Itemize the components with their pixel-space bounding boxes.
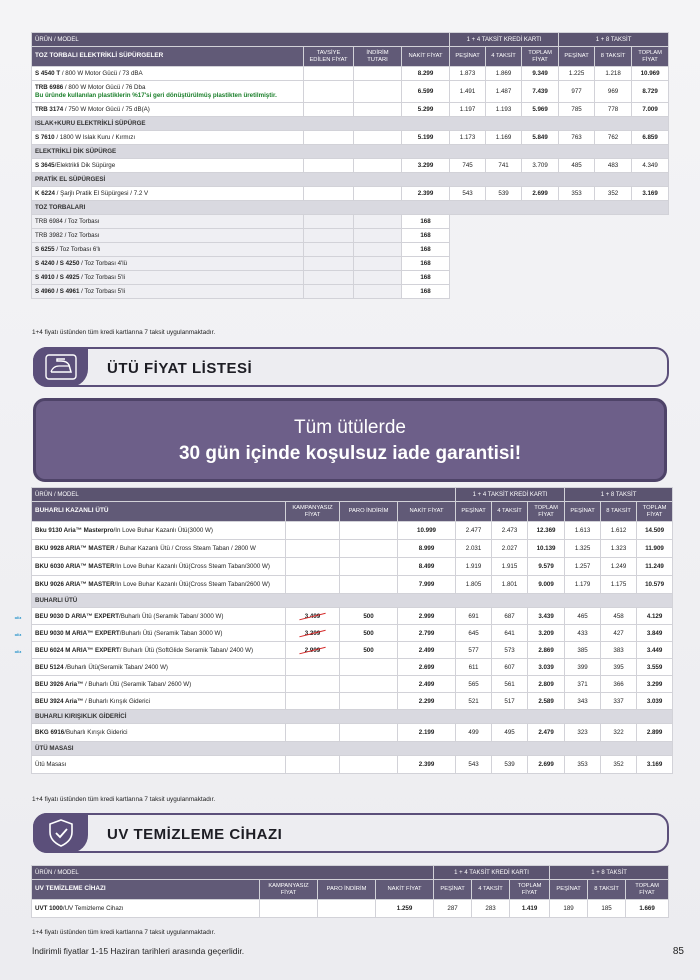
product-code: BEU 3924 Aria™ [35, 697, 84, 705]
toplam8-value: 7.009 [632, 103, 669, 117]
product-code: TRB 3174 [35, 106, 64, 113]
product-code: BEU 6024 M ARIA™ EXPERT [35, 646, 120, 654]
taksit8-value: 383 [601, 642, 637, 659]
iron-icon [33, 347, 88, 387]
pesinat8-value: 323 [565, 724, 601, 742]
table-row [32, 159, 669, 173]
taksit8-value: 1.175 [601, 576, 637, 594]
pesinat-value: 611 [456, 659, 492, 676]
product-desc: /In Love Buhar Kazanlı Ütü(3000 W) [113, 527, 213, 534]
nakit-price: 2.499 [398, 642, 456, 659]
pesinat-value: 1.919 [456, 558, 492, 576]
paro-discount: 500 [340, 608, 398, 625]
table-row [32, 522, 673, 540]
banner-line-2: 30 gün içinde koşulsuz iade garantisi! [178, 443, 522, 464]
toplam-value: 3.039 [528, 659, 565, 676]
taksit-value: 561 [492, 676, 528, 693]
taksit8-value: 762 [595, 131, 632, 145]
taksit8-value: 969 [595, 81, 632, 103]
product-code: S 4960 / S 4961 [35, 288, 80, 295]
pesinat8-value: 1.613 [565, 522, 601, 540]
col-8-taksit: 8 TAKSİT [595, 47, 632, 67]
category-title: BUHARLI KAZANLI ÜTÜ [32, 502, 286, 522]
taksit8-value: 185 [588, 900, 626, 918]
product-desc: / 800 W Motor Gücü / 76 Dba [63, 84, 146, 91]
oliz-badge-text: oliz [14, 649, 22, 654]
toplam8-value: 6.859 [632, 131, 669, 145]
table-row [32, 576, 673, 594]
taksit-value: 1.487 [486, 81, 522, 103]
taksit-value: 607 [492, 659, 528, 676]
oliz-badge-text: oliz [14, 632, 22, 637]
product-code: BEU 9030 D ARIA™ EXPERT [35, 612, 120, 620]
col-8-taksit: 8 TAKSİT [601, 502, 637, 522]
shield-check-icon [33, 813, 88, 853]
taksit-value: 641 [492, 625, 528, 642]
toplam-value: 2.589 [528, 693, 565, 710]
taksit8-value: 366 [601, 676, 637, 693]
nakit-price: 168 [402, 271, 450, 285]
section-heading: ELEKTRİKLİ DİK SÜPÜRGE [32, 145, 669, 159]
taksit8-value: 1.323 [601, 540, 637, 558]
pesinat8-value: 1.225 [559, 67, 595, 81]
toplam-value: 2.699 [528, 756, 565, 774]
toplam-value: 2.869 [528, 642, 565, 659]
taksit-value: 1.915 [492, 558, 528, 576]
pesinat8-value: 977 [559, 81, 595, 103]
pesinat-value: 645 [456, 625, 492, 642]
uv-section-header [33, 813, 669, 853]
toplam-value: 2.809 [528, 676, 565, 693]
section-title: ÜTÜ FİYAT LİSTESİ [107, 360, 253, 377]
product-code: S 4910 / S 4925 [35, 274, 80, 281]
table-row [32, 187, 669, 201]
pesinat-value: 521 [456, 693, 492, 710]
toplam-value: 9.349 [522, 67, 559, 81]
product-code: BKU 6030 ARIA™ MASTER [35, 563, 115, 570]
taksit-value: 1.193 [486, 103, 522, 117]
product-desc: / Toz Torbası 4'lü [79, 260, 128, 267]
nakit-price: 2.399 [402, 187, 450, 201]
product-desc: /UV Temizleme Cihazı [62, 905, 124, 912]
nakit-price: 2.999 [398, 608, 456, 625]
toplam8-value: 8.729 [632, 81, 669, 103]
table-row [32, 608, 673, 625]
table-row [32, 540, 673, 558]
toplam-value: 9.579 [528, 558, 565, 576]
oliz-badge [10, 614, 26, 621]
product-desc: / Buhar Kazanlı Ütü / Cross Steam Taban / 2800 W [114, 545, 256, 552]
toplam8-value: 11.249 [637, 558, 673, 576]
col-tavsiye: TAVSİYE EDİLEN FİYAT [304, 47, 354, 67]
toplam8-value: 3.169 [637, 756, 673, 774]
pesinat-value: 1.491 [450, 81, 486, 103]
col-toplam: TOPLAM FİYAT [522, 47, 559, 67]
bag-row [32, 271, 669, 285]
product-desc: / Toz Torbası 5'li [79, 274, 126, 281]
table-row [32, 900, 669, 918]
pesinat-value: 1.173 [450, 131, 486, 145]
col-indirim: İNDİRİM TUTARI [354, 47, 402, 67]
taksit-value: 539 [486, 187, 522, 201]
taksit8-value: 778 [595, 103, 632, 117]
pesinat8-value: 343 [565, 693, 601, 710]
pesinat-value: 543 [450, 187, 486, 201]
taksit8-value: 458 [601, 608, 637, 625]
vacuum-price-table [31, 32, 669, 299]
taksit-value: 2.473 [492, 522, 528, 540]
section-heading: PRATİK EL SÜPÜRGESİ [32, 173, 669, 187]
toplam8-value: 4.129 [637, 608, 673, 625]
toplam-value: 10.139 [528, 540, 565, 558]
product-desc: / 800 W Motor Gücü / 73 dBA [60, 70, 143, 77]
nakit-price: 2.399 [398, 756, 456, 774]
pesinat-value: 745 [450, 159, 486, 173]
product-desc: / Buharlı Ütü (Seramik Taban/ 2600 W) [83, 680, 192, 688]
bag-row [32, 243, 669, 257]
product-desc: / 750 W Motor Gücü / 75 dB(A) [63, 106, 150, 113]
product-desc: /In Love Buhar Kazanlı Ütü(Cross Steam Taban/2600 W) [114, 581, 270, 588]
col-toplam: TOPLAM FİYAT [510, 880, 550, 900]
product-code: S 7610 [35, 134, 55, 141]
product-desc: / Buharlı Ütü (SoftGlide Seramik Taban/ 2400 W) [119, 646, 254, 654]
product-desc: / Toz Torbası 6'lı [54, 246, 101, 253]
table-row [32, 81, 669, 103]
product-code: S 4540 T [35, 70, 61, 77]
product-code: BEU 3926 Aria™ [35, 680, 84, 688]
taksit-value: 573 [492, 642, 528, 659]
bag-row [32, 229, 669, 243]
toplam8-value: 4.349 [632, 159, 669, 173]
installment-footnote: 1+4 fiyatı üstünden tüm kredi kartlarına 7 taksit uygulanmaktadır. [32, 929, 216, 936]
nakit-price: 8.499 [398, 558, 456, 576]
nakit-price: 2.799 [398, 625, 456, 642]
taksit-value: 1.869 [486, 67, 522, 81]
pesinat8-value: 1.325 [565, 540, 601, 558]
toplam8-value: 3.449 [637, 642, 673, 659]
toplam8-value: 14.509 [637, 522, 673, 540]
product-model-header: ÜRÜN / MODEL [32, 488, 456, 502]
col-8-taksit: 8 TAKSİT [588, 880, 626, 900]
nakit-price: 168 [402, 215, 450, 229]
return-guarantee-banner [33, 398, 667, 482]
nakit-price: 10.999 [398, 522, 456, 540]
pesinat8-value: 465 [565, 608, 601, 625]
pesinat8-value: 433 [565, 625, 601, 642]
col-toplam: TOPLAM FİYAT [528, 502, 565, 522]
toplam-value: 3.209 [528, 625, 565, 642]
table-row [32, 67, 669, 81]
installment-footnote: 1+4 fiyatı üstünden tüm kredi kartlarına 7 taksit uygulanmaktadır. [32, 329, 216, 336]
taksit-value: 283 [472, 900, 510, 918]
pesinat8-value: 353 [559, 187, 595, 201]
col-nakit: NAKİT FİYAT [398, 502, 456, 522]
category-title: TOZ TORBALI ELEKTRİKLİ SÜPÜRGELER [32, 47, 304, 67]
toplam8-value: 11.909 [637, 540, 673, 558]
taksit-value: 687 [492, 608, 528, 625]
col-pesinat: PEŞİNAT [456, 502, 492, 522]
pesinat-value: 565 [456, 676, 492, 693]
pesinat-value: 577 [456, 642, 492, 659]
group-header-1plus8: 1 + 8 TAKSİT [565, 488, 673, 502]
nakit-price: 168 [402, 229, 450, 243]
col-pesinat-8: PEŞİNAT [559, 47, 595, 67]
toplam-value: 7.439 [522, 81, 559, 103]
pesinat8-value: 385 [565, 642, 601, 659]
product-desc: / Toz Torbası [62, 218, 100, 225]
taksit-value: 1.169 [486, 131, 522, 145]
toplam8-value: 3.039 [637, 693, 673, 710]
banner-line-1: Tüm ütülerde [294, 417, 406, 438]
product-code: S 3645 [35, 162, 55, 169]
validity-footer: İndirimli fiyatlar 1-15 Haziran tarihleri arasında geçerlidir. [32, 946, 245, 956]
pesinat8-value: 485 [559, 159, 595, 173]
table-row [32, 659, 673, 676]
paro-discount: 500 [340, 642, 398, 659]
pesinat-value: 543 [456, 756, 492, 774]
section-heading: BUHARLI ÜTÜ [32, 594, 673, 608]
taksit8-value: 395 [601, 659, 637, 676]
pesinat-value: 499 [456, 724, 492, 742]
product-code: BKU 9026 ARIA™ MASTER [35, 581, 115, 588]
nakit-price: 2.299 [398, 693, 456, 710]
pesinat-value: 287 [434, 900, 472, 918]
section-heading: TOZ TORBALARI [32, 201, 669, 215]
table-row [32, 676, 673, 693]
product-code: BEU 9030 M ARIA™ EXPERT [35, 629, 120, 637]
pesinat-value: 1.197 [450, 103, 486, 117]
nakit-price: 168 [402, 257, 450, 271]
col-nakit: NAKİT FİYAT [376, 880, 434, 900]
col-pesinat: PEŞİNAT [434, 880, 472, 900]
col-4-taksit: 4 TAKSİT [472, 880, 510, 900]
taksit-value: 741 [486, 159, 522, 173]
product-code: TRB 3982 [35, 232, 63, 239]
pesinat8-value: 371 [565, 676, 601, 693]
pesinat8-value: 1.179 [565, 576, 601, 594]
pesinat8-value: 1.257 [565, 558, 601, 576]
pesinat8-value: 353 [565, 756, 601, 774]
product-code: S 4240 / S 4250 [35, 260, 80, 267]
table-row [32, 131, 669, 145]
oliz-badge [10, 631, 26, 638]
taksit8-value: 1.612 [601, 522, 637, 540]
toplam8-value: 1.669 [626, 900, 669, 918]
bag-row [32, 257, 669, 271]
recycled-note: Bu üründe kullanılan plastiklerin %17'si geri dönüştürülmüş plastikten üretilmiştir. [35, 91, 277, 99]
nakit-price: 5.299 [402, 103, 450, 117]
toplam-value: 2.479 [528, 724, 565, 742]
col-pesinat: PEŞİNAT [450, 47, 486, 67]
table-row [32, 724, 673, 742]
group-header-1plus4: 1 + 4 TAKSİT KREDİ KARTI [434, 866, 550, 880]
toplam-value: 5.849 [522, 131, 559, 145]
taksit8-value: 427 [601, 625, 637, 642]
col-kampanyasiz: KAMPANYASIZ FİYAT [286, 502, 340, 522]
product-code: BKG 6916 [35, 729, 65, 736]
product-desc: / Şarjlı Pratik El Süpürgesi / 7.2 V [54, 190, 149, 197]
product-desc: /Buharlı Kırışık Giderici [64, 729, 128, 736]
col-kampanyasiz: KAMPANYASIZ FİYAT [260, 880, 318, 900]
nakit-price: 7.999 [398, 576, 456, 594]
pesinat-value: 1.805 [456, 576, 492, 594]
old-price: 2.999 [304, 646, 321, 654]
group-header-1plus4: 1 + 4 TAKSİT KREDİ KARTI [450, 33, 559, 47]
product-code: Ütü Masası [35, 761, 67, 768]
toplam8-value: 3.559 [637, 659, 673, 676]
product-code: BKU 9928 ARIA™ MASTER [35, 545, 115, 552]
toplam8-value: 2.899 [637, 724, 673, 742]
product-code: S 6255 [35, 246, 55, 253]
toplam-value: 2.699 [522, 187, 559, 201]
pesinat8-value: 399 [565, 659, 601, 676]
category-title: UV TEMİZLEME CİHAZI [32, 880, 260, 900]
pesinat8-value: 785 [559, 103, 595, 117]
taksit-value: 1.801 [492, 576, 528, 594]
group-header-1plus4: 1 + 4 TAKSİT KREDİ KARTI [456, 488, 565, 502]
toplam8-value: 3.849 [637, 625, 673, 642]
pesinat-value: 1.873 [450, 67, 486, 81]
nakit-price: 3.299 [402, 159, 450, 173]
pesinat-value: 691 [456, 608, 492, 625]
taksit8-value: 337 [601, 693, 637, 710]
taksit8-value: 352 [595, 187, 632, 201]
product-code: Bku 9130 Aria™ Masterpro [35, 527, 114, 534]
toplam-value: 9.009 [528, 576, 565, 594]
pesinat-value: 2.477 [456, 522, 492, 540]
product-desc: / Toz Torbası 5'li [79, 288, 126, 295]
col-pesinat-8: PEŞİNAT [565, 502, 601, 522]
product-desc: /Buharlı Ütü(Seramik Taban/ 2400 W) [63, 663, 168, 671]
col-nakit: NAKİT FİYAT [402, 47, 450, 67]
nakit-price: 2.499 [398, 676, 456, 693]
taksit-value: 517 [492, 693, 528, 710]
toplam-value: 3.709 [522, 159, 559, 173]
table-row [32, 642, 673, 659]
taksit8-value: 483 [595, 159, 632, 173]
nakit-price: 168 [402, 243, 450, 257]
col-4-taksit: 4 TAKSİT [486, 47, 522, 67]
taksit8-value: 352 [601, 756, 637, 774]
taksit8-value: 322 [601, 724, 637, 742]
iron-section-header [33, 347, 669, 387]
product-code: TRB 6986 [35, 84, 64, 91]
nakit-price: 5.199 [402, 131, 450, 145]
toplam-value: 1.419 [510, 900, 550, 918]
product-model-header: ÜRÜN / MODEL [32, 866, 434, 880]
col-toplam-8: TOPLAM FİYAT [632, 47, 669, 67]
product-desc: /Elektrikli Dik Süpürge [54, 162, 116, 169]
section-heading: ISLAK+KURU ELEKTRİKLİ SÜPÜRGE [32, 117, 669, 131]
table-row [32, 625, 673, 642]
col-toplam-8: TOPLAM FİYAT [626, 880, 669, 900]
toplam8-value: 3.169 [632, 187, 669, 201]
col-toplam-8: TOPLAM FİYAT [637, 502, 673, 522]
taksit8-value: 1.249 [601, 558, 637, 576]
old-price: 3.499 [304, 612, 321, 620]
table-row [32, 756, 673, 774]
toplam8-value: 10.579 [637, 576, 673, 594]
oliz-badge-text: oliz [14, 615, 22, 620]
table-row [32, 558, 673, 576]
nakit-price: 8.299 [402, 67, 450, 81]
group-header-1plus8: 1 + 8 TAKSİT [559, 33, 669, 47]
nakit-price: 2.199 [398, 724, 456, 742]
pesinat8-value: 189 [550, 900, 588, 918]
nakit-price: 8.999 [398, 540, 456, 558]
product-desc: / Buharlı Kırışık Giderici [83, 697, 150, 705]
col-pesinat-8: PEŞİNAT [550, 880, 588, 900]
product-model-header: ÜRÜN / MODEL [32, 33, 450, 47]
nakit-price: 2.699 [398, 659, 456, 676]
toplam-value: 5.969 [522, 103, 559, 117]
taksit8-value: 1.218 [595, 67, 632, 81]
nakit-price: 168 [402, 285, 450, 299]
col-4-taksit: 4 TAKSİT [492, 502, 528, 522]
taksit-value: 2.027 [492, 540, 528, 558]
product-desc: / 1800 W Islak Kuru / Kırmızı [54, 134, 136, 141]
section-heading: ÜTÜ MASASI [32, 742, 673, 756]
product-desc: / Toz Torbası [62, 232, 100, 239]
table-row [32, 693, 673, 710]
toplam8-value: 10.969 [632, 67, 669, 81]
bag-row [32, 285, 669, 299]
old-price: 3.299 [304, 629, 321, 637]
taksit-value: 539 [492, 756, 528, 774]
toplam8-value: 3.299 [637, 676, 673, 693]
toplam-value: 12.369 [528, 522, 565, 540]
product-code: K 6224 [35, 190, 55, 197]
product-code: UVT 1000 [35, 905, 63, 912]
col-paro: PARO İNDİRİM [318, 880, 376, 900]
table-row [32, 103, 669, 117]
group-header-1plus8: 1 + 8 TAKSİT [550, 866, 669, 880]
col-paro: PARO İNDİRİM [340, 502, 398, 522]
taksit-value: 495 [492, 724, 528, 742]
installment-footnote: 1+4 fiyatı üstünden tüm kredi kartlarına 7 taksit uygulanmaktadır. [32, 796, 216, 803]
section-heading: BUHARLI KIRIŞIKLIK GİDERİCİ [32, 710, 673, 724]
paro-discount: 500 [340, 625, 398, 642]
oliz-badge [10, 648, 26, 655]
product-desc: /Buharlı Ütü (Seramik Taban/ 3000 W) [119, 612, 224, 620]
page-number: 85 [672, 946, 684, 957]
bag-row [32, 215, 669, 229]
uv-price-table [31, 865, 669, 918]
product-desc: /Buharlı Ütü (Seramik Taban 3000 W) [119, 629, 223, 637]
product-code: TRB 6984 [35, 218, 63, 225]
nakit-price: 6.599 [402, 81, 450, 103]
iron-price-table [31, 487, 673, 774]
pesinat-value: 2.031 [456, 540, 492, 558]
section-title: UV TEMİZLEME CİHAZI [107, 826, 283, 843]
pesinat8-value: 763 [559, 131, 595, 145]
product-desc: /In Love Buhar Kazanlı Ütü(Cross Steam Taban/3000 W) [114, 563, 270, 570]
product-code: BEU 5124 [35, 663, 64, 671]
toplam-value: 3.439 [528, 608, 565, 625]
nakit-price: 1.259 [376, 900, 434, 918]
